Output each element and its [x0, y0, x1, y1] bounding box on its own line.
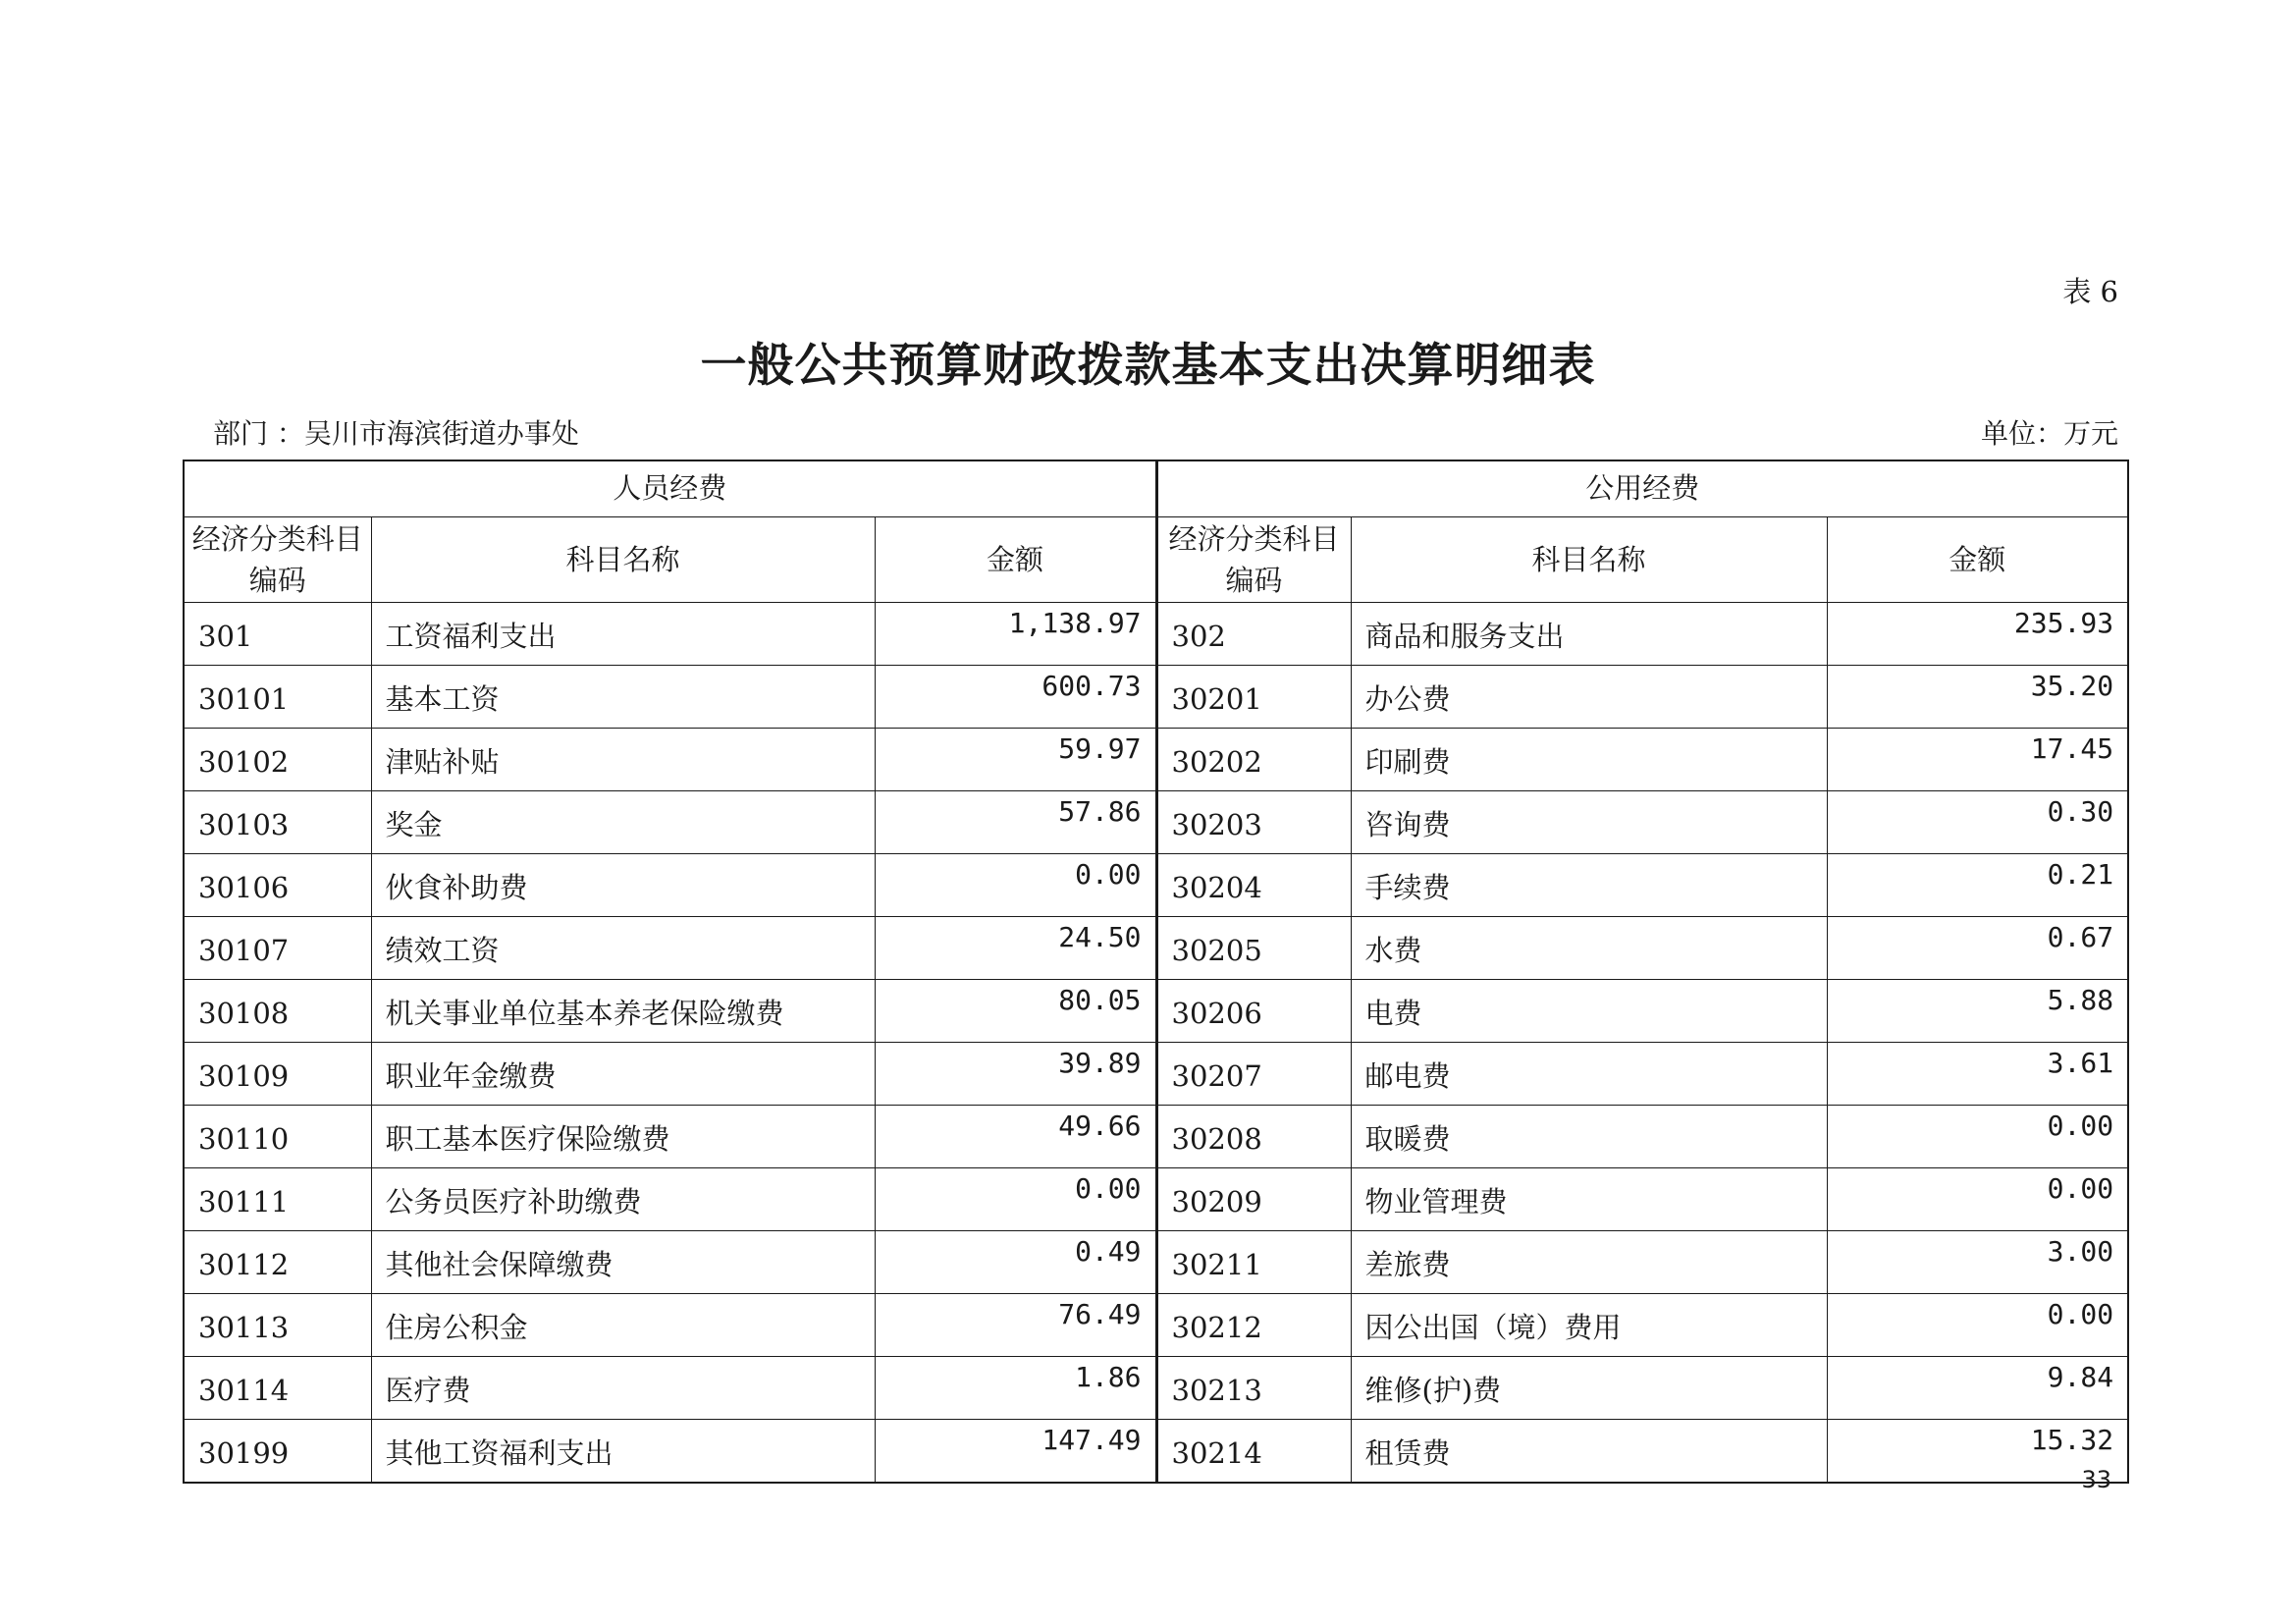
row-code-left: 30107 — [184, 917, 371, 980]
row-name-right: 咨询费 — [1351, 791, 1827, 854]
row-amount-left: 1,138.97 — [875, 603, 1156, 666]
row-name-right: 因公出国（境）费用 — [1351, 1294, 1827, 1357]
row-code-right: 30205 — [1156, 917, 1351, 980]
department-label: 部门 ：吴川市海滨街道办事处 — [213, 417, 579, 450]
row-code-left: 30110 — [184, 1106, 371, 1168]
row-code-right: 30213 — [1156, 1357, 1351, 1420]
expenditure-table — [183, 460, 2129, 1484]
row-code-right: 30212 — [1156, 1294, 1351, 1357]
table-row — [184, 917, 2128, 980]
row-code-left: 30199 — [184, 1420, 371, 1484]
table-row — [184, 729, 2128, 791]
row-amount-right: 0.00 — [1827, 1168, 2128, 1231]
row-amount-right: 5.88 — [1827, 980, 2128, 1043]
row-name-right: 商品和服务支出 — [1351, 603, 1827, 666]
row-name-left: 职业年金缴费 — [371, 1043, 875, 1106]
table-row — [184, 854, 2128, 917]
table-row — [184, 1231, 2128, 1294]
table-row — [184, 980, 2128, 1043]
table-row — [184, 1420, 2128, 1484]
table-row — [184, 791, 2128, 854]
row-code-right: 30207 — [1156, 1043, 1351, 1106]
row-amount-left: 59.97 — [875, 729, 1156, 791]
row-code-left: 30109 — [184, 1043, 371, 1106]
row-amount-left: 0.00 — [875, 854, 1156, 917]
table-row — [184, 1357, 2128, 1420]
unit-label: 单位：万元 — [1980, 417, 2118, 450]
row-name-left: 住房公积金 — [371, 1294, 875, 1357]
row-amount-right: 17.45 — [1827, 729, 2128, 791]
row-amount-left: 76.49 — [875, 1294, 1156, 1357]
row-amount-left: 49.66 — [875, 1106, 1156, 1168]
row-amount-right: 0.00 — [1827, 1106, 2128, 1168]
row-code-left: 30106 — [184, 854, 371, 917]
row-name-left: 津贴补贴 — [371, 729, 875, 791]
table-row — [184, 1106, 2128, 1168]
row-amount-right: 35.20 — [1827, 666, 2128, 729]
row-amount-right: 3.00 — [1827, 1231, 2128, 1294]
table-row — [184, 1043, 2128, 1106]
header-code-left: 经济分类科目编码 — [184, 517, 371, 603]
row-code-left: 30101 — [184, 666, 371, 729]
row-amount-right: 3.61 — [1827, 1043, 2128, 1106]
row-amount-left: 80.05 — [875, 980, 1156, 1043]
row-code-left: 30113 — [184, 1294, 371, 1357]
row-amount-left: 600.73 — [875, 666, 1156, 729]
row-code-right: 30204 — [1156, 854, 1351, 917]
row-amount-left: 0.49 — [875, 1231, 1156, 1294]
row-name-right: 手续费 — [1351, 854, 1827, 917]
row-code-right: 30203 — [1156, 791, 1351, 854]
row-amount-left: 57.86 — [875, 791, 1156, 854]
row-amount-right: 9.84 — [1827, 1357, 2128, 1420]
row-amount-left: 39.89 — [875, 1043, 1156, 1106]
header-code-right: 经济分类科目编码 — [1156, 517, 1351, 603]
row-name-right: 邮电费 — [1351, 1043, 1827, 1106]
group-public: 公用经费 — [1156, 460, 2128, 517]
row-name-right: 电费 — [1351, 980, 1827, 1043]
row-code-right: 30214 — [1156, 1420, 1351, 1484]
row-name-right: 办公费 — [1351, 666, 1827, 729]
table-row — [184, 603, 2128, 666]
row-name-left: 职工基本医疗保险缴费 — [371, 1106, 875, 1168]
row-code-left: 30111 — [184, 1168, 371, 1231]
row-code-left: 30112 — [184, 1231, 371, 1294]
row-name-left: 其他社会保障缴费 — [371, 1231, 875, 1294]
row-name-right: 差旅费 — [1351, 1231, 1827, 1294]
header-name-right: 科目名称 — [1351, 517, 1827, 603]
row-code-right: 302 — [1156, 603, 1351, 666]
row-code-right: 30206 — [1156, 980, 1351, 1043]
row-name-right: 水费 — [1351, 917, 1827, 980]
header-amount-right: 金额 — [1827, 517, 2128, 603]
column-header-row — [184, 517, 2128, 603]
row-name-right: 印刷费 — [1351, 729, 1827, 791]
row-name-left: 绩效工资 — [371, 917, 875, 980]
row-name-left: 伙食补助费 — [371, 854, 875, 917]
row-amount-left: 0.00 — [875, 1168, 1156, 1231]
page-title: 一般公共预算财政拨款基本支出决算明细表 — [700, 339, 1596, 393]
row-code-right: 30209 — [1156, 1168, 1351, 1231]
row-amount-right: 15.32 — [1827, 1420, 2128, 1484]
row-amount-left: 1.86 — [875, 1357, 1156, 1420]
row-name-left: 机关事业单位基本养老保险缴费 — [371, 980, 875, 1043]
table-row — [184, 1168, 2128, 1231]
group-personnel: 人员经费 — [184, 460, 1156, 517]
group-header-row — [184, 460, 2128, 517]
row-amount-right: 235.93 — [1827, 603, 2128, 666]
row-code-left: 30108 — [184, 980, 371, 1043]
row-amount-right: 0.67 — [1827, 917, 2128, 980]
row-code-left: 301 — [184, 603, 371, 666]
row-name-right: 租赁费 — [1351, 1420, 1827, 1484]
row-amount-right: 0.00 — [1827, 1294, 2128, 1357]
row-name-left: 公务员医疗补助缴费 — [371, 1168, 875, 1231]
row-code-left: 30103 — [184, 791, 371, 854]
header-name-left: 科目名称 — [371, 517, 875, 603]
row-name-right: 维修(护)费 — [1351, 1357, 1827, 1420]
table-number: 表 6 — [2062, 275, 2118, 308]
row-amount-left: 147.49 — [875, 1420, 1156, 1484]
row-name-right: 物业管理费 — [1351, 1168, 1827, 1231]
page-number: 33 — [2081, 1466, 2111, 1493]
row-code-right: 30208 — [1156, 1106, 1351, 1168]
row-name-left: 工资福利支出 — [371, 603, 875, 666]
row-code-right: 30202 — [1156, 729, 1351, 791]
table-row — [184, 1294, 2128, 1357]
row-name-left: 其他工资福利支出 — [371, 1420, 875, 1484]
row-name-left: 基本工资 — [371, 666, 875, 729]
table-row — [184, 666, 2128, 729]
row-amount-left: 24.50 — [875, 917, 1156, 980]
row-name-right: 取暖费 — [1351, 1106, 1827, 1168]
header-amount-left: 金额 — [875, 517, 1156, 603]
row-code-left: 30114 — [184, 1357, 371, 1420]
row-name-left: 医疗费 — [371, 1357, 875, 1420]
row-code-left: 30102 — [184, 729, 371, 791]
row-amount-right: 0.30 — [1827, 791, 2128, 854]
row-code-right: 30211 — [1156, 1231, 1351, 1294]
row-amount-right: 0.21 — [1827, 854, 2128, 917]
row-name-left: 奖金 — [371, 791, 875, 854]
row-code-right: 30201 — [1156, 666, 1351, 729]
